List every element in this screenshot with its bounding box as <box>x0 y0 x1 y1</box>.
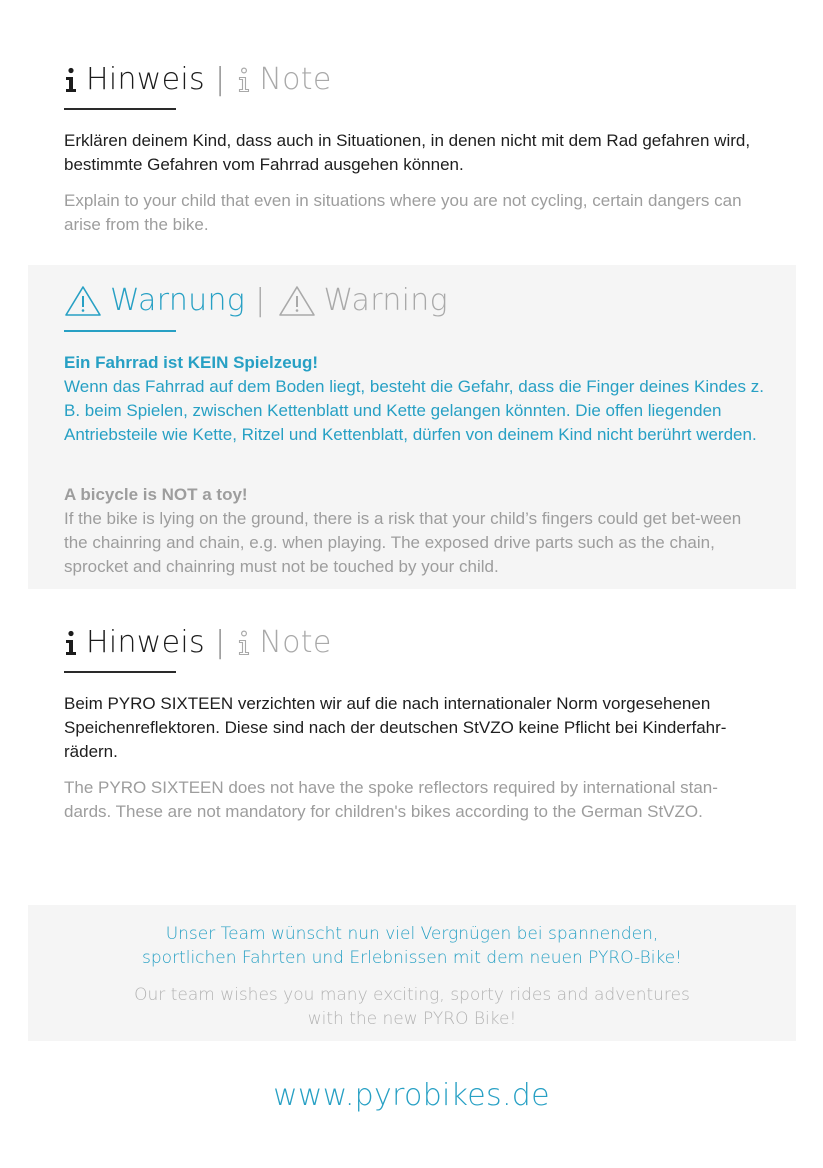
title-separator: | <box>214 625 226 660</box>
warning-block-en <box>64 483 764 579</box>
warning-underline <box>64 330 176 332</box>
closing-text-en <box>28 983 796 1031</box>
warning-bold-de: Ein Fahrrad ist KEIN Spielzeug! <box>64 353 319 372</box>
warning-title-en: Warning <box>323 283 448 318</box>
note1-heading <box>64 62 332 97</box>
warning-block-de <box>64 351 764 447</box>
note1-underline <box>64 108 176 110</box>
note2-underline <box>64 671 176 673</box>
warning-text-en: If the bike is lying on the ground, there is a risk that your child’s fingers could get bet-ween the chainring and chain, e.g. when playing. The exposed drive parts such as the chain, sprocket and chainring must not be touched by your child. <box>64 509 742 576</box>
info-icon <box>64 67 78 93</box>
warning-text-de: Wenn das Fahrrad auf dem Boden liegt, besteht die Gefahr, dass die Finger deines Kindes z. B. beim Spielen, zwischen Kettenblatt und Kette gelangen könnten. Die offen liegenden Antriebsteile wie Kette, Ritzel und Kettenblatt, dürfen von deinem Kind nicht berührt werden. <box>64 377 764 444</box>
note1-text-en: Explain to your child that even in situations where you are not cycling, certain dangers can arise from the bike. <box>64 191 742 234</box>
warning-bold-en: A bicycle is NOT a toy! <box>64 485 248 504</box>
note1-text-de: Erklären deinem Kind, dass auch in Situationen, in denen nicht mit dem Rad gefahren wird, bestimmte Gefahren vom Fahrrad ausgehen können. <box>64 131 751 174</box>
closing-line2-de: sportlichen Fahrten und Erlebnissen mit dem neuen PYRO-Bike! <box>142 948 682 968</box>
closing-text-de <box>28 922 796 970</box>
info-icon <box>237 630 251 656</box>
warning-triangle-icon <box>64 285 102 317</box>
info-icon <box>237 67 251 93</box>
warning-heading <box>64 283 448 318</box>
title-separator: | <box>255 283 266 318</box>
note2-text-en: The PYRO SIXTEEN does not have the spoke reflectors required by international stan-dards. These are not mandatory for children's bikes according to the German StVZO. <box>64 778 718 821</box>
title-separator: | <box>214 62 226 97</box>
website-url: www.pyrobikes.de <box>273 1078 550 1113</box>
closing-line1-en: Our team wishes you many exciting, sporty rides and adventures <box>134 985 690 1005</box>
warning-triangle-icon <box>278 285 316 317</box>
closing-line1-de: Unser Team wünscht nun viel Vergnügen bei spannenden, <box>165 924 659 944</box>
note1-title-de: Hinweis <box>86 62 205 97</box>
note2-heading <box>64 625 332 660</box>
note2-title-en: Note <box>259 625 332 660</box>
note2-title-de: Hinweis <box>86 625 205 660</box>
note1-title-en: Note <box>259 62 332 97</box>
warning-title-de: Warnung <box>110 283 246 318</box>
closing-line2-en: with the new PYRO Bike! <box>307 1009 517 1029</box>
info-icon <box>64 630 78 656</box>
note2-text-de: Beim PYRO SIXTEEN verzichten wir auf die nach internationaler Norm vorgesehenen Speichenreflektoren. Diese sind nach der deutschen StVZO keine Pflicht bei Kinderfahr-rädern. <box>64 694 727 761</box>
